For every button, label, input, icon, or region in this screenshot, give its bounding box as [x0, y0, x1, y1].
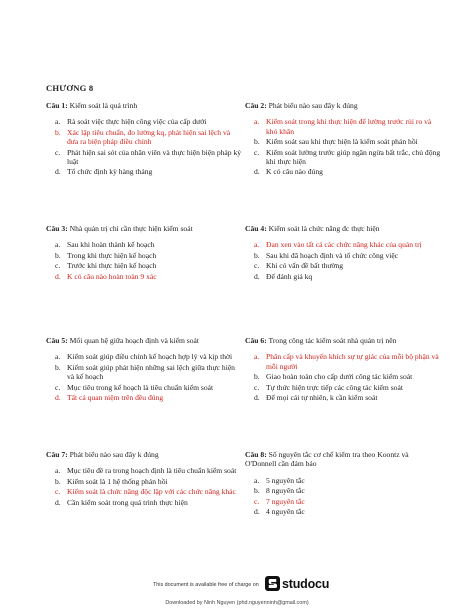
option-letter: b. — [254, 372, 260, 382]
option-letter: d. — [254, 507, 260, 517]
question-text: Kiểm soát là chức năng đc thực hiện — [268, 224, 380, 233]
option-text: Xác lập tiêu chuẩn, đo lường kq, phát hiện sai lệch và đưa ra biện pháp điều chỉnh — [67, 127, 231, 147]
option-list — [46, 352, 242, 402]
option-c — [245, 383, 441, 392]
option-d — [46, 167, 242, 176]
option-d — [245, 507, 441, 516]
option-text: Trong khi thực hiện kế hoạch — [67, 250, 157, 260]
option-c — [245, 497, 441, 506]
option-text: Sau khi đã hoạch định và tổ chức công việc — [266, 250, 399, 260]
question-text: Mối quan hệ giữa hoạch định và kiểm soát — [69, 336, 200, 345]
question-title — [46, 450, 242, 459]
question-title — [46, 336, 242, 345]
option-text: Phát hiện sai sót của nhân viên và thực hiện biện pháp kỷ luật — [67, 147, 242, 167]
option-letter: c. — [254, 261, 260, 271]
question-text: Kiểm soát là quá trình — [69, 101, 138, 110]
question-number: Câu 4: — [245, 224, 267, 233]
option-text: Tổ chức định kỳ hàng tháng — [67, 167, 153, 177]
option-text: Kiểm soát là chức năng độc lập với các chức năng khác — [67, 487, 236, 497]
question-text: Phát biểu nào sau đây k đúng — [268, 101, 358, 110]
option-text: Sau khi hoàn thành kế hoạch — [67, 240, 155, 250]
option-text: Kiểm soát giúp phát hiện những sai lệch giữa thực hiện và kế hoạch — [67, 362, 235, 382]
option-text: Tự thức hiện trực tiếp các công tác kiểm soát — [266, 382, 403, 392]
question-title — [245, 450, 441, 469]
option-letter: d. — [55, 393, 61, 403]
option-text: Khi có vấn đề bất thường — [266, 261, 344, 271]
option-list — [245, 352, 441, 402]
question-number: Câu 5: — [46, 336, 68, 345]
option-text: Trước khi thực hiện kế hoạch — [67, 261, 157, 271]
question-title — [46, 101, 242, 110]
option-text: Tất cả quan niệm trên đều đúng — [67, 393, 164, 403]
option-letter: b. — [254, 250, 260, 260]
option-d — [245, 393, 441, 402]
question-5 — [46, 336, 242, 403]
option-a — [46, 466, 242, 475]
option-b — [46, 363, 242, 382]
option-b — [245, 137, 441, 146]
option-list — [245, 240, 441, 281]
option-text: Rà soát việc thực hiện công việc của cấp dưới — [67, 117, 207, 127]
question-1 — [46, 101, 242, 178]
question-3 — [46, 224, 242, 282]
question-4 — [245, 224, 441, 282]
option-letter: d. — [254, 271, 260, 281]
option-letter: b. — [55, 362, 61, 372]
option-c — [46, 261, 242, 270]
question-text: Nhà quản trị chỉ cần thực hiện kiểm soát — [69, 224, 193, 233]
option-letter: b. — [254, 486, 260, 496]
option-a — [245, 352, 441, 371]
option-letter: b. — [55, 476, 61, 486]
option-list — [46, 117, 242, 176]
option-letter: a. — [55, 240, 61, 250]
question-number: Câu 3: — [46, 224, 68, 233]
option-d — [46, 498, 242, 507]
option-letter: d. — [254, 167, 260, 177]
option-text: 7 nguyên tắc — [266, 496, 305, 506]
option-letter: a. — [254, 240, 260, 250]
option-letter: d. — [55, 497, 61, 507]
studocu-logo-icon — [265, 576, 280, 591]
question-text: Số nguyên tắc cơ chế kiểm tra theo Koontz và O'Donnell cần đảm bảo — [245, 450, 409, 469]
downloaded-by-notice: Downloaded by Ninh Nguyen (phd.nguyenninh@gmail.com) — [165, 600, 309, 606]
option-list — [245, 117, 441, 176]
question-title — [245, 101, 441, 110]
question-number: Câu 7: — [46, 450, 68, 459]
availability-notice: This document is available free of charge on — [153, 582, 259, 588]
option-text: Giao hoàn toàn cho cấp dưới công tác kiểm soát — [266, 372, 413, 382]
question-6 — [245, 336, 441, 403]
option-text: 8 nguyên tắc — [266, 486, 305, 496]
option-text: K có câu nào đúng — [266, 167, 323, 177]
option-b — [245, 486, 441, 495]
option-letter: c. — [55, 261, 61, 271]
option-b — [46, 251, 242, 260]
option-letter: a. — [254, 475, 260, 485]
option-letter: b. — [55, 127, 61, 137]
option-c — [245, 261, 441, 270]
option-letter: c. — [55, 382, 61, 392]
option-text: 5 nguyên tắc — [266, 475, 305, 485]
option-a — [46, 352, 242, 361]
question-number: Câu 8: — [245, 450, 267, 459]
chapter-title: CHƯƠNG 8 — [46, 83, 94, 93]
option-letter: a. — [254, 352, 260, 362]
studocu-brand-text: studocu — [282, 576, 330, 591]
option-d — [46, 393, 242, 402]
option-text: K có câu nào hoàn toàn 9 xác — [67, 271, 157, 281]
option-list — [46, 240, 242, 281]
option-d — [46, 272, 242, 281]
option-text: Kiểm soát là 1 hệ thống phản hồi — [67, 476, 168, 486]
option-letter: b. — [254, 137, 260, 147]
option-text: Đan xen vào tất cả các chức năng khác của quản trị — [266, 240, 422, 250]
option-c — [46, 148, 242, 167]
option-b — [245, 372, 441, 381]
option-letter: a. — [55, 352, 61, 362]
question-text: Phát biểu nào sau đây k đúng — [69, 450, 159, 459]
question-8 — [245, 450, 441, 517]
option-text: Cần kiểm soát trong quá trình thực hiện — [67, 497, 188, 507]
option-a — [245, 476, 441, 485]
option-letter: a. — [55, 466, 61, 476]
option-text: Kiểm soát lường trước giúp ngăn ngừa bất trắc, chủ động khi thực hiện — [266, 147, 441, 167]
option-d — [245, 167, 441, 176]
option-letter: d. — [55, 271, 61, 281]
option-text: 4 nguyên tắc — [266, 507, 305, 517]
option-letter: c. — [254, 496, 260, 506]
question-title — [245, 224, 441, 233]
option-b — [245, 251, 441, 260]
option-list — [245, 476, 441, 517]
question-number: Câu 2: — [245, 101, 267, 110]
option-letter: c. — [254, 382, 260, 392]
option-c — [46, 487, 242, 496]
option-text: Để đánh giá kq — [266, 271, 313, 281]
question-title — [46, 224, 242, 233]
option-c — [46, 383, 242, 392]
option-letter: a. — [55, 117, 61, 127]
option-text: Mục tiêu trong kế hoạch là tiêu chuẩn kiểm soát — [67, 382, 214, 392]
option-letter: d. — [55, 167, 61, 177]
option-list — [46, 466, 242, 507]
question-number: Câu 6: — [245, 336, 267, 345]
option-a — [46, 240, 242, 249]
studocu-logo-link[interactable] — [265, 576, 329, 591]
option-text: Kiểm soát trong khi thực hiện để lường trước rủi ro và khó khăn — [266, 117, 432, 136]
option-text: Phân cấp và khuyến khích sự tự giác của mỗi bộ phận và mỗi người — [266, 352, 439, 371]
option-letter: c. — [55, 147, 61, 157]
option-letter: c. — [254, 147, 260, 157]
option-letter: c. — [55, 487, 61, 497]
option-text: Kiểm soát sau khi thực hiện là kiểm soát phản hồi — [266, 137, 418, 147]
option-a — [245, 240, 441, 249]
option-text: Để mọi cái tự nhiên, k cần kiểm soát — [266, 393, 378, 403]
option-a — [245, 117, 441, 136]
question-text: Trong công tác kiểm soát nhà quản trị nên — [268, 336, 397, 345]
option-d — [245, 272, 441, 281]
question-7 — [46, 450, 242, 508]
option-letter: d. — [254, 393, 260, 403]
option-text: Kiểm soát giúp điều chỉnh kế hoạch hợp lý và kịp thời — [67, 352, 233, 362]
question-2 — [245, 101, 441, 178]
option-c — [245, 148, 441, 167]
option-b — [46, 477, 242, 486]
option-letter: b. — [55, 250, 61, 260]
option-text: Mục tiêu đề ra trong hoạch định là tiêu chuẩn kiểm soát — [67, 466, 237, 476]
question-title — [245, 336, 441, 345]
option-a — [46, 117, 242, 126]
option-letter: a. — [254, 117, 260, 127]
question-number: Câu 1: — [46, 101, 68, 110]
option-b — [46, 128, 242, 147]
